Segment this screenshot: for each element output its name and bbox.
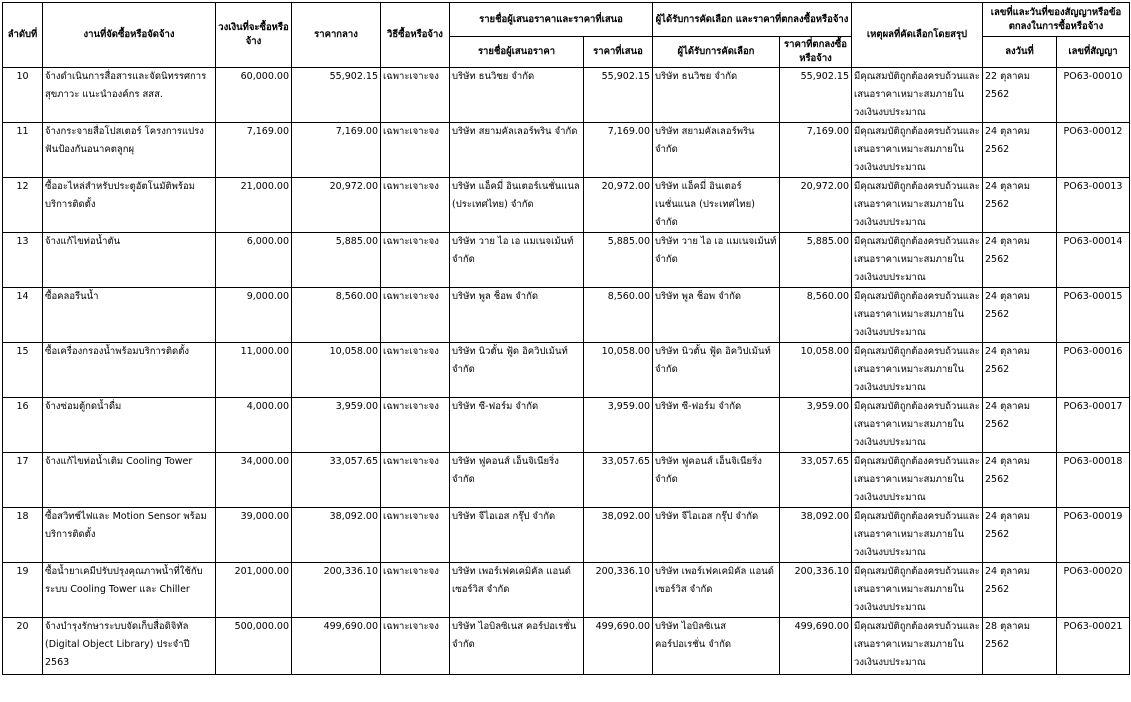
cell-bidder: บริษัท พูล ช็อพ จำกัด — [450, 288, 584, 343]
header-selected-group: ผู้ได้รับการคัดเลือก และราคาที่ตกลงซื้อหรือจ้าง — [653, 3, 852, 37]
procurement-table — [2, 2, 1130, 675]
cell-no: 16 — [3, 398, 43, 453]
cell-agreed-price: 5,885.00 — [780, 233, 852, 288]
cell-agreed-price: 7,169.00 — [780, 123, 852, 178]
cell-contract-no: PO63-00018 — [1057, 453, 1130, 508]
cell-reason: มีคุณสมบัติถูกต้องครบถ้วนและเสนอราคาเหมาะสมภายในวงเงินงบประมาณ — [852, 398, 983, 453]
cell-no: 15 — [3, 343, 43, 398]
cell-budget: 39,000.00 — [216, 508, 292, 563]
cell-bidder: บริษัท จีไอเอส กรุ๊ป จำกัด — [450, 508, 584, 563]
header-method: วิธีซื้อหรือจ้าง — [381, 3, 450, 68]
cell-no: 11 — [3, 123, 43, 178]
cell-median-price: 499,690.00 — [292, 618, 381, 675]
cell-selected: บริษัท พูล ช็อพ จำกัด — [653, 288, 780, 343]
cell-median-price: 38,092.00 — [292, 508, 381, 563]
header-no: ลำดับที่ — [3, 3, 43, 68]
header-bid-price: ราคาที่เสนอ — [584, 37, 653, 68]
cell-date: 28 ตุลาคม 2562 — [983, 618, 1057, 675]
cell-selected: บริษัท ไอบิลซิเนส คอร์ปอเรชั่น จำกัด — [653, 618, 780, 675]
table-row — [3, 68, 1130, 123]
cell-selected: บริษัท แอ็คมี่ อินเตอร์เนชั่นแนล (ประเทศไทย) จำกัด — [653, 178, 780, 233]
cell-bid-price: 38,092.00 — [584, 508, 653, 563]
cell-method: เฉพาะเจาะจง — [381, 453, 450, 508]
header-agreed-price: ราคาที่ตกลงซื้อหรือจ้าง — [780, 37, 852, 68]
cell-median-price: 5,885.00 — [292, 233, 381, 288]
cell-selected: บริษัท ธนวิชย จำกัด — [653, 68, 780, 123]
cell-work: ซื้อสวิทช์ไฟและ Motion Sensor พร้อมบริการติดตั้ง — [43, 508, 216, 563]
header-work: งานที่จัดซื้อหรือจัดจ้าง — [43, 3, 216, 68]
cell-agreed-price: 499,690.00 — [780, 618, 852, 675]
cell-budget: 500,000.00 — [216, 618, 292, 675]
cell-selected: บริษัท สยามคัลเลอร์พริน จำกัด — [653, 123, 780, 178]
cell-budget: 21,000.00 — [216, 178, 292, 233]
cell-reason: มีคุณสมบัติถูกต้องครบถ้วนและเสนอราคาเหมาะสมภายในวงเงินงบประมาณ — [852, 233, 983, 288]
cell-budget: 4,000.00 — [216, 398, 292, 453]
cell-bidder: บริษัท แอ็คมี่ อินเตอร์เนชั่นแนล (ประเทศไทย) จำกัด — [450, 178, 584, 233]
table-row — [3, 508, 1130, 563]
cell-median-price: 33,057.65 — [292, 453, 381, 508]
cell-contract-no: PO63-00021 — [1057, 618, 1130, 675]
cell-method: เฉพาะเจาะจง — [381, 508, 450, 563]
cell-work: จ้างแก้ไขท่อน้ำเติม Cooling Tower — [43, 453, 216, 508]
cell-reason: มีคุณสมบัติถูกต้องครบถ้วนและเสนอราคาเหมาะสมภายในวงเงินงบประมาณ — [852, 68, 983, 123]
cell-contract-no: PO63-00017 — [1057, 398, 1130, 453]
cell-date: 24 ตุลาคม 2562 — [983, 563, 1057, 618]
cell-date: 24 ตุลาคม 2562 — [983, 343, 1057, 398]
header-contract-group: เลขที่และวันที่ของสัญญาหรือข้อตกลงในการซื้อหรือจ้าง — [983, 3, 1130, 37]
cell-bid-price: 33,057.65 — [584, 453, 653, 508]
cell-selected: บริษัท วาย ไอ เอ แมเนจเม้นท์ จำกัด — [653, 233, 780, 288]
cell-date: 24 ตุลาคม 2562 — [983, 123, 1057, 178]
table-row — [3, 453, 1130, 508]
cell-work: ซื้อคลอรีนน้ำ — [43, 288, 216, 343]
cell-agreed-price: 200,336.10 — [780, 563, 852, 618]
cell-method: เฉพาะเจาะจง — [381, 398, 450, 453]
cell-contract-no: PO63-00019 — [1057, 508, 1130, 563]
cell-work: จ้างซ่อมตู้กดน้ำดื่ม — [43, 398, 216, 453]
cell-selected: บริษัท จีไอเอส กรุ๊ป จำกัด — [653, 508, 780, 563]
header-budget: วงเงินที่จะซื้อหรือจ้าง — [216, 3, 292, 68]
cell-bid-price: 55,902.15 — [584, 68, 653, 123]
cell-no: 14 — [3, 288, 43, 343]
table-row — [3, 398, 1130, 453]
cell-reason: มีคุณสมบัติถูกต้องครบถ้วนและเสนอราคาเหมาะสมภายในวงเงินงบประมาณ — [852, 288, 983, 343]
cell-method: เฉพาะเจาะจง — [381, 233, 450, 288]
cell-bidder: บริษัท เพอร์เฟคเคมิคัล แอนด์ เซอร์วิส จำกัด — [450, 563, 584, 618]
cell-bidder: บริษัท ไอบิลซิเนส คอร์ปอเรชั่น จำกัด — [450, 618, 584, 675]
table-body — [3, 68, 1130, 675]
cell-date: 24 ตุลาคม 2562 — [983, 288, 1057, 343]
table-row — [3, 288, 1130, 343]
cell-selected: บริษัท นิวตั้น ฟู้ด อิควิปเม้นท์ จำกัด — [653, 343, 780, 398]
cell-budget: 9,000.00 — [216, 288, 292, 343]
cell-median-price: 55,902.15 — [292, 68, 381, 123]
table-row — [3, 233, 1130, 288]
cell-agreed-price: 8,560.00 — [780, 288, 852, 343]
cell-no: 13 — [3, 233, 43, 288]
cell-median-price: 20,972.00 — [292, 178, 381, 233]
cell-agreed-price: 38,092.00 — [780, 508, 852, 563]
cell-work: จ้างกระจายสื่อโปสเตอร์ โครงการแปรงฟันป้องกันอนาคตลูกผุ — [43, 123, 216, 178]
cell-work: ซื้อน้ำยาเคมีปรับปรุงคุณภาพน้ำที่ใช้กับระบบ Cooling Tower และ Chiller — [43, 563, 216, 618]
cell-contract-no: PO63-00010 — [1057, 68, 1130, 123]
cell-bidder: บริษัท ฟูคอนส์ เอ็นจิเนียริ่ง จำกัด — [450, 453, 584, 508]
cell-bidder: บริษัท นิวตั้น ฟู้ด อิควิปเม้นท์ จำกัด — [450, 343, 584, 398]
cell-budget: 7,169.00 — [216, 123, 292, 178]
cell-method: เฉพาะเจาะจง — [381, 123, 450, 178]
cell-work: จ้างบำรุงรักษาระบบจัดเก็บสื่อดิจิทัล (Digital Object Library) ประจำปี 2563 — [43, 618, 216, 675]
cell-bid-price: 7,169.00 — [584, 123, 653, 178]
table-row — [3, 618, 1130, 675]
cell-date: 24 ตุลาคม 2562 — [983, 508, 1057, 563]
table-row — [3, 178, 1130, 233]
cell-bid-price: 499,690.00 — [584, 618, 653, 675]
cell-bidder: บริษัท วาย ไอ เอ แมเนจเม้นท์ จำกัด — [450, 233, 584, 288]
cell-bid-price: 3,959.00 — [584, 398, 653, 453]
header-bidders-group: รายชื่อผู้เสนอราคาและราคาที่เสนอ — [450, 3, 653, 37]
cell-contract-no: PO63-00020 — [1057, 563, 1130, 618]
cell-method: เฉพาะเจาะจง — [381, 618, 450, 675]
header-selected-name: ผู้ได้รับการคัดเลือก — [653, 37, 780, 68]
cell-method: เฉพาะเจาะจง — [381, 343, 450, 398]
cell-reason: มีคุณสมบัติถูกต้องครบถ้วนและเสนอราคาเหมาะสมภายในวงเงินงบประมาณ — [852, 343, 983, 398]
cell-bid-price: 20,972.00 — [584, 178, 653, 233]
cell-bid-price: 5,885.00 — [584, 233, 653, 288]
cell-reason: มีคุณสมบัติถูกต้องครบถ้วนและเสนอราคาเหมาะสมภายในวงเงินงบประมาณ — [852, 178, 983, 233]
cell-contract-no: PO63-00014 — [1057, 233, 1130, 288]
header-contract-no: เลขที่สัญญา — [1057, 37, 1130, 68]
cell-method: เฉพาะเจาะจง — [381, 288, 450, 343]
header-median-price: ราคากลาง — [292, 3, 381, 68]
cell-no: 12 — [3, 178, 43, 233]
cell-budget: 6,000.00 — [216, 233, 292, 288]
cell-bidder: บริษัท ธนวิชย จำกัด — [450, 68, 584, 123]
cell-work: ซื้ออะไหล่สำหรับประตูอัตโนมัติพร้อมบริการติดตั้ง — [43, 178, 216, 233]
cell-contract-no: PO63-00012 — [1057, 123, 1130, 178]
cell-budget: 60,000.00 — [216, 68, 292, 123]
cell-no: 18 — [3, 508, 43, 563]
cell-median-price: 200,336.10 — [292, 563, 381, 618]
header-bidder-name: รายชื่อผู้เสนอราคา — [450, 37, 584, 68]
cell-work: ซื้อเครื่องกรองน้ำพร้อมบริการติดตั้ง — [43, 343, 216, 398]
cell-no: 10 — [3, 68, 43, 123]
cell-reason: มีคุณสมบัติถูกต้องครบถ้วนและเสนอราคาเหมาะสมภายในวงเงินงบประมาณ — [852, 618, 983, 675]
cell-date: 24 ตุลาคม 2562 — [983, 398, 1057, 453]
cell-no: 20 — [3, 618, 43, 675]
cell-median-price: 7,169.00 — [292, 123, 381, 178]
cell-selected: บริษัท ซี-ฟอร์ม จำกัด — [653, 398, 780, 453]
cell-reason: มีคุณสมบัติถูกต้องครบถ้วนและเสนอราคาเหมาะสมภายในวงเงินงบประมาณ — [852, 508, 983, 563]
table-row — [3, 123, 1130, 178]
cell-date: 22 ตุลาคม 2562 — [983, 68, 1057, 123]
cell-bid-price: 8,560.00 — [584, 288, 653, 343]
cell-median-price: 8,560.00 — [292, 288, 381, 343]
cell-median-price: 10,058.00 — [292, 343, 381, 398]
cell-method: เฉพาะเจาะจง — [381, 68, 450, 123]
header-date: ลงวันที่ — [983, 37, 1057, 68]
cell-agreed-price: 3,959.00 — [780, 398, 852, 453]
cell-budget: 34,000.00 — [216, 453, 292, 508]
table-row — [3, 343, 1130, 398]
cell-no: 19 — [3, 563, 43, 618]
cell-work: จ้างดำเนินการสื่อสารและจัดนิทรรศการสุขภาวะ แนะนำองค์กร สสส. — [43, 68, 216, 123]
cell-contract-no: PO63-00013 — [1057, 178, 1130, 233]
cell-agreed-price: 10,058.00 — [780, 343, 852, 398]
cell-agreed-price: 20,972.00 — [780, 178, 852, 233]
cell-contract-no: PO63-00015 — [1057, 288, 1130, 343]
cell-reason: มีคุณสมบัติถูกต้องครบถ้วนและเสนอราคาเหมาะสมภายในวงเงินงบประมาณ — [852, 453, 983, 508]
cell-selected: บริษัท ฟูคอนส์ เอ็นจิเนียริ่ง จำกัด — [653, 453, 780, 508]
cell-date: 24 ตุลาคม 2562 — [983, 453, 1057, 508]
cell-method: เฉพาะเจาะจง — [381, 563, 450, 618]
header-reason: เหตุผลที่คัดเลือกโดยสรุป — [852, 3, 983, 68]
cell-bid-price: 200,336.10 — [584, 563, 653, 618]
cell-method: เฉพาะเจาะจง — [381, 178, 450, 233]
cell-date: 24 ตุลาคม 2562 — [983, 178, 1057, 233]
cell-budget: 11,000.00 — [216, 343, 292, 398]
table-row — [3, 563, 1130, 618]
cell-bidder: บริษัท ซี-ฟอร์ม จำกัด — [450, 398, 584, 453]
cell-work: จ้างแก้ไขท่อน้ำตัน — [43, 233, 216, 288]
cell-agreed-price: 55,902.15 — [780, 68, 852, 123]
cell-agreed-price: 33,057.65 — [780, 453, 852, 508]
cell-no: 17 — [3, 453, 43, 508]
cell-date: 24 ตุลาคม 2562 — [983, 233, 1057, 288]
cell-bidder: บริษัท สยามคัลเลอร์พริน จำกัด — [450, 123, 584, 178]
cell-median-price: 3,959.00 — [292, 398, 381, 453]
cell-budget: 201,000.00 — [216, 563, 292, 618]
cell-reason: มีคุณสมบัติถูกต้องครบถ้วนและเสนอราคาเหมาะสมภายในวงเงินงบประมาณ — [852, 563, 983, 618]
cell-reason: มีคุณสมบัติถูกต้องครบถ้วนและเสนอราคาเหมาะสมภายในวงเงินงบประมาณ — [852, 123, 983, 178]
cell-contract-no: PO63-00016 — [1057, 343, 1130, 398]
cell-selected: บริษัท เพอร์เฟคเคมิคัล แอนด์ เซอร์วิส จำกัด — [653, 563, 780, 618]
cell-bid-price: 10,058.00 — [584, 343, 653, 398]
table-header — [3, 3, 1130, 68]
